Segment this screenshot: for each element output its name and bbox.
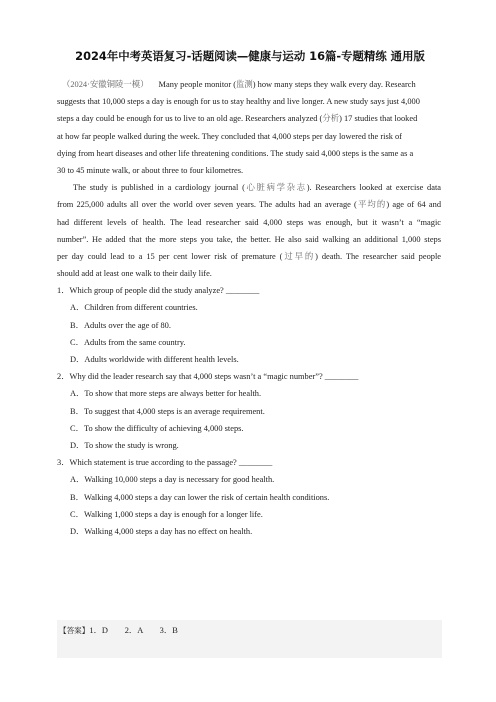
chinese-gloss: 平均的 [356, 200, 387, 210]
chinese-gloss: 过早的 [282, 251, 316, 261]
answer-option: C．Walking 1,000 steps a day is enough for a longer life. [70, 509, 263, 519]
answer-option: D．Walking 4,000 steps a day has no effect on health. [70, 526, 253, 536]
answer-option: A．Walking 10,000 steps a day is necessary for good health. [70, 475, 275, 485]
document-body [57, 76, 441, 540]
question-stem: 2．Why did the leader research say that 4,000 steps wasn’t a “magic number”? ________ [57, 372, 359, 382]
passage-line: had different levels of health. The lead researcher said 4,000 steps was enough, but it wasn’t a “magic [57, 217, 441, 227]
answer-option: C．To show the difficulty of achieving 4,000 steps. [70, 423, 244, 433]
question-stem: 3．Which statement is true according to the passage? ________ [57, 458, 273, 468]
chinese-gloss: 分析 [322, 114, 340, 124]
passage-line: suggests that 10,000 steps a day is enough for us to stay healthy and live longer. A new study says just 4,000 [57, 97, 420, 107]
question-stem: 1．Which group of people did the study analyze? ________ [57, 286, 260, 296]
answer-box [57, 620, 442, 658]
answer-label: 【答案】 [59, 626, 90, 635]
document-title: 2024年中考英语复习-话题阅读—健康与运动 16篇-专题精练 通用版 [75, 49, 425, 63]
passage-line: number”. He added that the more steps you take, the better. He also said walking an additional 1,000 steps [57, 234, 441, 244]
answer-option: B．Adults over the age of 80. [70, 320, 171, 330]
answer-option: C．Adults from the same country. [70, 337, 186, 347]
answer-text: 1．D 2．A 3．B [89, 626, 178, 635]
answer-option: B．To suggest that 4,000 steps is an average requirement. [70, 406, 265, 416]
passage-line: 30 to 45 minute walk, or about three to four kilometres. [57, 165, 244, 175]
answer-option: D．Adults worldwide with different health levels. [70, 355, 239, 364]
passage-line: at how far people walked during the week. They concluded that 4,000 steps per day lowered the risk of [57, 131, 402, 141]
passage-line: （2024·安徽铜陵一模） Many people monitor (监测) how many steps they walk every day. Research [62, 80, 416, 89]
chinese-gloss: 监测 [236, 80, 253, 89]
answer-option: B．Walking 4,000 steps a day can lower the risk of certain health conditions. [70, 492, 330, 502]
passage-line: dying from heart diseases and other life threatening conditions. The study said 4,000 steps is the same as a [57, 148, 414, 158]
passage-line: should add at least one walk to their daily life. [57, 269, 212, 279]
answer-option: A．To show that more steps are always better for health. [70, 389, 262, 399]
chinese-gloss: 心脏病学杂志 [244, 183, 307, 193]
answer-option: D．To show the study is wrong. [70, 440, 179, 450]
passage-line: steps a day could be enough for us to live to an old age. Researchers analyzed (分析) 17 studies that looked [57, 114, 418, 124]
passage-line: The study is published in a cardiology journal (心脏病学杂志). Researchers looked at exercise data [73, 183, 441, 193]
passage-line: from 225,000 adults all over the world over seven years. The adults had an average (平均的) age of 64 and [57, 200, 442, 210]
source-note: （2024·安徽铜陵一模） [62, 80, 149, 89]
passage-line: per day could lead to a 15 per cent lower risk of premature (过早的) death. The researcher said people [57, 251, 441, 261]
answer-option: A．Children from different countries. [70, 303, 198, 313]
